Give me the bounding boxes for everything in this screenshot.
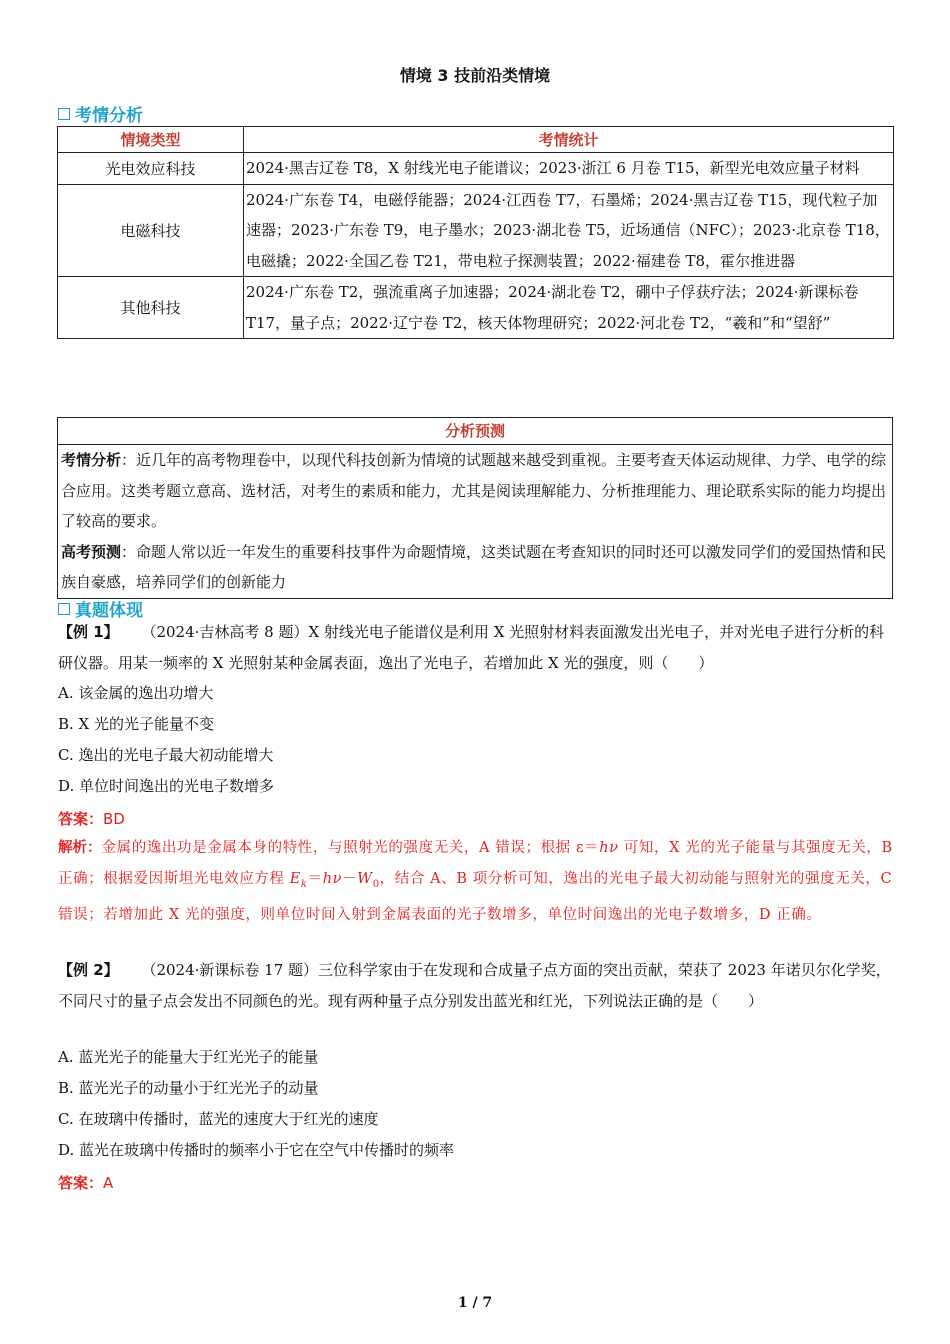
example-1-source: （2024·吉林高考 8 题）: [141, 623, 309, 641]
example-1-option-b: B. X 光的光子能量不变: [58, 715, 215, 733]
explanation-symbol: E: [289, 870, 301, 887]
checkbox-square-icon: [58, 603, 70, 615]
explanation-symbol: h: [599, 840, 610, 856]
answer-value: BD: [103, 810, 125, 828]
analysis-forecast-body: [58, 445, 892, 599]
checkbox-square-icon: [58, 108, 70, 120]
example-2-option-c: C. 在玻璃中传播时，蓝光的速度大于红光的速度: [58, 1110, 379, 1128]
example-2-stem: 三位科学家由于在发现和合成量子点方面的突出贡献，荣获了 2023 年诺贝尔化学奖，不同尺寸的量子点会发出不同颜色的光。现有两种量子点分别发出蓝光和红光，下列说法正确的是（ ）: [58, 961, 891, 1010]
exam-forecast-text: ：命题人常以近一年发生的重要科技事件为命题情境，这类试题在考查知识的同时还可以激发同学们的爱国热情和民族自豪感，培养同学们的创新能力: [61, 542, 887, 591]
explanation-text: ＝: [307, 870, 323, 887]
table-cell-stats: 2024·广东卷 T2，强流重离子加速器；2024·湖北卷 T2，硼中子俘获疗法；2024·新课标卷 T17，量子点；2022·辽宁卷 T2，核天体物理研究；2022·河北卷 T2，“羲和”和“望舒”: [244, 277, 894, 339]
table-header-stats: 考情统计: [244, 127, 894, 153]
table-row: [58, 153, 894, 185]
exam-analysis-label: 考情分析: [61, 451, 122, 469]
example-2-option-d: D. 蓝光在玻璃中传播时的频率小于它在空气中传播时的频率: [58, 1141, 455, 1159]
exam-analysis-text: ：近几年的高考物理卷中，以现代科技创新为情境的试题越来越受到重视。主要考查天体运动规律、力学、电学的综合应用。这类考题立意高、选材活，对考生的素质和能力，尤其是阅读理解能力、分析推理能力、理论联系实际的能力均提出了较高的要求。: [61, 451, 887, 530]
explanation-symbol: h: [322, 870, 333, 887]
page-number: 1 / 7: [457, 1295, 493, 1311]
section-heading-label: 考情分析: [75, 106, 143, 126]
explanation-text: ，结合 A、B 项分析可知，逸出的光电子最大初动能与照射光的强度无关，C 错误；若增加此 X 光的强度，则单位时间入射到金属表面的光子数增多，单位时间逸出的光电子数增多，D 正确。: [58, 870, 893, 923]
section-heading-analysis: [58, 101, 143, 126]
example-1-label: 【例 1】: [58, 623, 119, 641]
table-cell-stats: 2024·广东卷 T4，电磁俘能器；2024·江西卷 T7，石墨烯；2024·黑吉辽卷 T15，现代粒子加速器；2023·广东卷 T9，电子墨水；2023·湖北卷 T5，近场通信（NFC）；2023·北京卷 T18，电磁撬；2022·全国乙卷 T21，带电粒子探测装置；2022·福建卷 T8，霍尔推进器: [244, 184, 894, 277]
explanation-symbol: ν: [332, 870, 343, 887]
table-cell-stats: 2024·黑吉辽卷 T8，X 射线光电子能谱议；2023·浙江 6 月卷 T15，新型光电效应量子材料: [244, 153, 894, 185]
example-1-option-c: C. 逸出的光电子最大初动能增大: [58, 746, 274, 764]
explanation-text: －: [342, 870, 358, 887]
example-2-label: 【例 2】: [58, 961, 119, 979]
page-title: 情境 3 技前沿类情境: [399, 66, 551, 85]
table-cell-type: 电磁科技: [58, 184, 244, 277]
exam-forecast-label: 高考预测: [61, 542, 122, 561]
table-cell-type: 光电效应科技: [58, 153, 244, 185]
example-1-question: [58, 617, 894, 679]
exam-analysis-paragraph: [61, 445, 889, 537]
answer-value: A: [103, 1174, 114, 1192]
explanation-symbol: ν: [609, 840, 619, 856]
table-cell-type: 其他科技: [58, 277, 244, 339]
table-row: [58, 277, 894, 339]
example-1-answer: [58, 808, 125, 829]
exam-forecast-paragraph: [61, 537, 889, 598]
example-2-question: [58, 955, 894, 1017]
example-2-answer: [58, 1172, 113, 1193]
answer-label: 答案：: [58, 1174, 104, 1192]
explanation-text: 金属的逸出功是金属本身的特性，与照射光的强度无关，A 错误；根据 ε＝: [101, 840, 600, 856]
example-2-option-b: B. 蓝光光子的动量小于红光光子的动量: [58, 1079, 319, 1097]
explanation-label: 解析：: [58, 840, 102, 856]
analysis-forecast-header: 分析预测: [58, 417, 892, 445]
table-row: [58, 184, 894, 277]
table-header-row: [58, 127, 894, 153]
example-2-option-a: A. 蓝光光子的能量大于红光光子的能量: [58, 1048, 319, 1066]
exam-statistics-table: [57, 126, 894, 339]
example-1-option-d: D. 单位时间逸出的光电子数增多: [58, 777, 275, 795]
table-header-type: 情境类型: [58, 127, 244, 153]
section-heading-label: 真题体现: [75, 601, 143, 621]
explanation-text: 可知，X 光的光子能量与其强度无关，B 正确；根据爱因斯坦光电效应方程: [58, 840, 893, 887]
example-1-option-a: A. 该金属的逸出功增大: [58, 684, 214, 702]
analysis-forecast-box: [57, 417, 893, 599]
explanation-subscript: k: [300, 878, 308, 890]
explanation-subscript: 0: [372, 878, 380, 890]
explanation-symbol: W: [357, 870, 373, 887]
example-2-source: （2024·新课标卷 17 题）: [141, 961, 319, 979]
example-1-stem: X 射线光电子能谱仪是利用 X 光照射材料表面激发出光电子，并对光电子进行分析的科研仪器。用某一频率的 X 光照射某种金属表面，逸出了光电子，若增加此 X 光的强度，则（ ）: [58, 623, 885, 672]
answer-label: 答案：: [58, 810, 104, 828]
example-1-explanation: [58, 833, 894, 930]
